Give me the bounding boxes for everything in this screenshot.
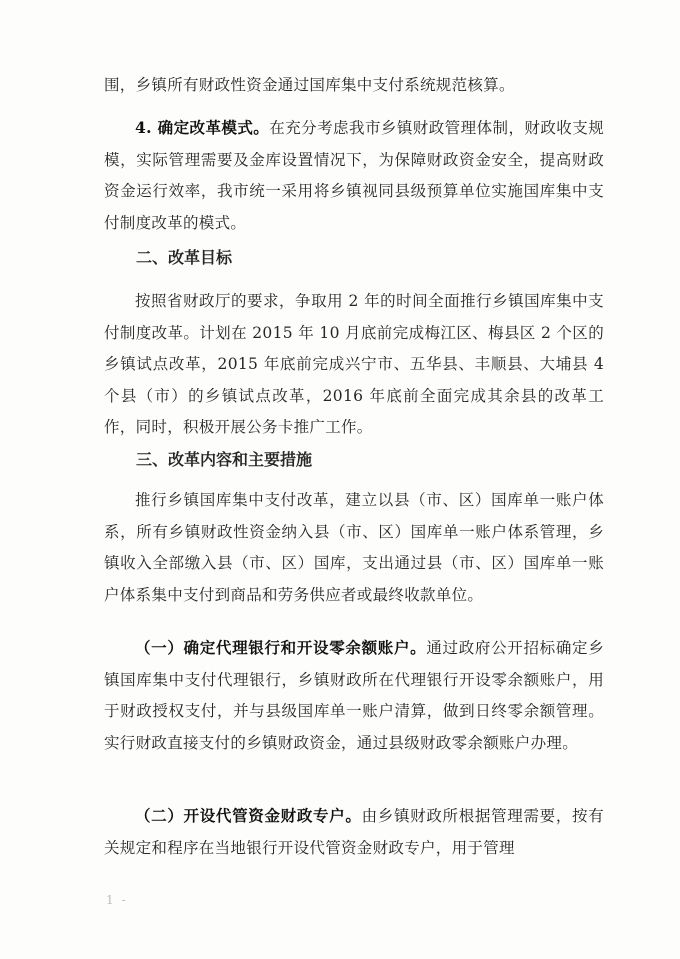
page-number: 1 - (106, 893, 128, 907)
paragraph-measures-intro (104, 485, 604, 611)
paragraph-text: 由乡镇财政所根据管理需要，按有关规定和程序在当地银行开设代管资金财政专户，用于管理 (104, 807, 604, 857)
paragraph-reform-mode (104, 112, 604, 239)
paragraph-continuation (104, 70, 604, 102)
paragraph-text: 按照省财政厅的要求，争取用 2 年的时间全面推行乡镇国库集中支付制度改革。计划在 2015 年 10 月底前完成梅江区、梅县区 2 个区的乡镇试点改革，2015 年底前完成兴宁市、五华县、丰顺县、大埔县 4 个县（市）的乡镇试点改革，2016 年底前全面完成其余县的改革工作，同时，积极开展公务卡推广工作。 (104, 292, 604, 436)
paragraph-special-account (104, 800, 604, 864)
paragraph-text: 通过政府公开招标确定乡镇国库集中支付代理银行，乡镇财政所在代理银行开设零余额账户，用于财政授权支付，并与县级国库单一账户清算，做到日终零余额管理。实行财政直接支付的乡镇财政资金，通过县级财政零余额账户办理。 (104, 639, 604, 752)
paragraph-agent-bank (104, 632, 604, 759)
paragraph-goals (104, 286, 604, 444)
paragraph-heading: 4. 确定改革模式。 (135, 118, 270, 137)
paragraph-heading: （二）开设代管资金财政专户。 (135, 806, 362, 825)
paragraph-heading: （一）确定代理银行和开设零余额账户。 (135, 638, 427, 657)
section-heading-goals: 二、改革目标 (136, 248, 233, 267)
paragraph-text: 在充分考虑我市乡镇财政管理体制，财政收支规模，实际管理需要及金库设置情况下，为保障财政资金安全，提高财政资金运行效率，我市统一采用将乡镇视同县级预算单位实施国库集中支付制度改革的模式。 (104, 119, 605, 232)
paragraph-text: 推行乡镇国库集中支付改革，建立以县（市、区）国库单一账户体系，所有乡镇财政性资金纳入县（市、区）国库单一账户体系管理，乡镇收入全部缴入县（市、区）国库，支出通过县（市、区）国库单一账户体系集中支付到商品和劳务供应者或最终收款单位。 (104, 491, 604, 604)
paragraph-text: 围，乡镇所有财政性资金通过国库集中支付系统规范核算。 (104, 76, 515, 94)
section-heading-measures: 三、改革内容和主要措施 (136, 450, 313, 469)
